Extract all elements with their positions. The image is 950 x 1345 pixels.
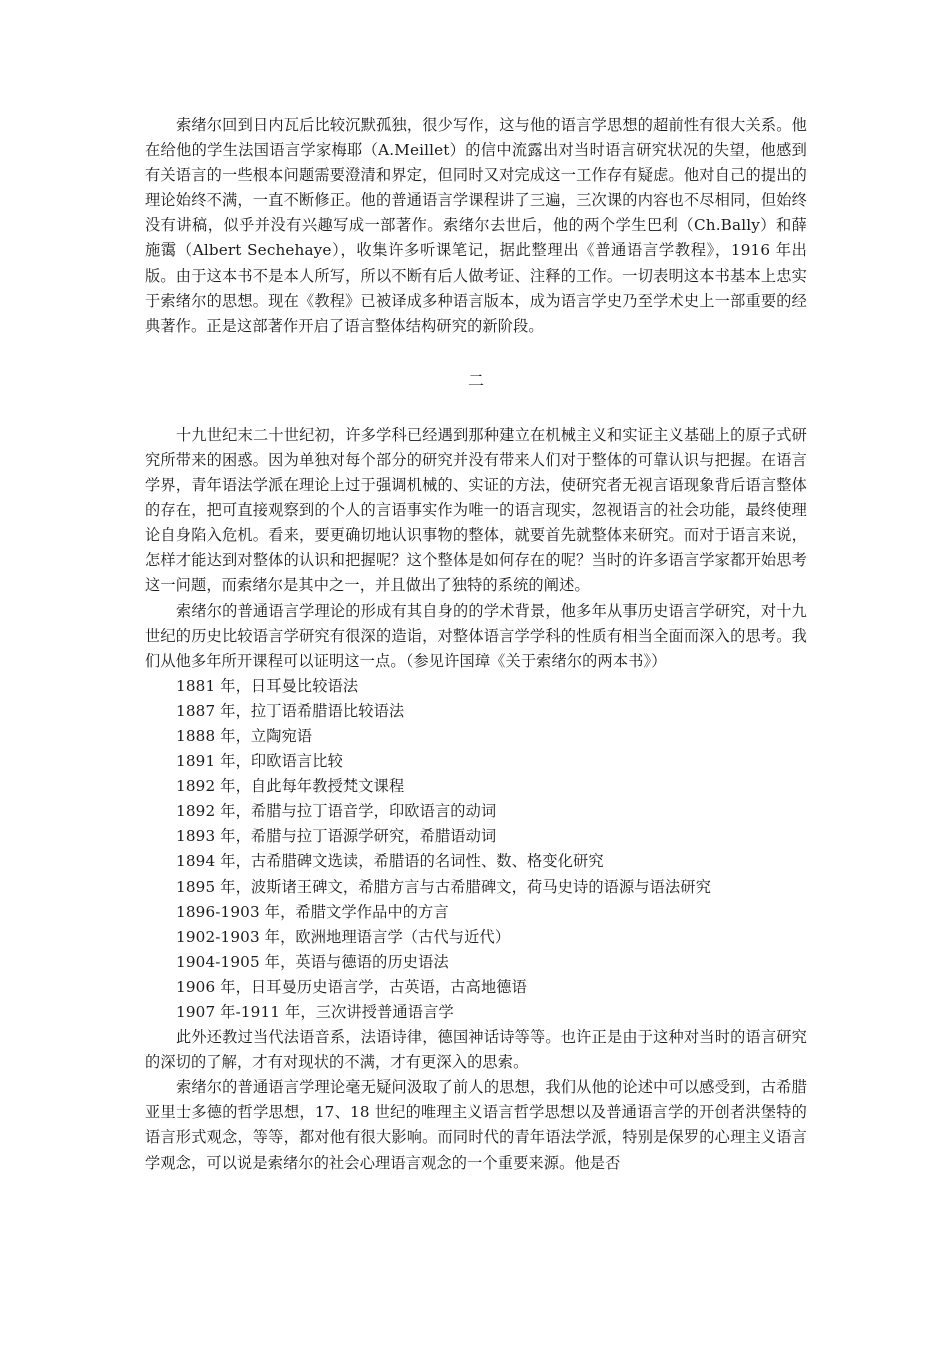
- document-page: [145, 113, 807, 1176]
- course-item: 1902-1903 年，欧洲地理语言学（古代与近代）: [176, 927, 511, 946]
- paragraph-other-courses: 此外还教过当代法语音系，法语诗律，德国神话诗等等。也许正是由于这种对当时的语言研究的深切的了解，才有对现状的不满，才有更深入的思索。: [145, 1028, 807, 1072]
- paragraph-holistic-research: 十九世纪末二十世纪初，许多学科已经遇到那种建立在机械主义和实证主义基础上的原子式研究所带来的困惑。因为单独对每个部分的研究并没有带来人们对于整体的可靠认识与把握。在语言学界，青年语法学派在理论上过于强调机械的、实证的方法，使研究者无视言语现象背后语言整体的存在，把可直接观察到的个人的言语事实作为唯一的语言现实，忽视语言的社会功能，最终使理论自身陷入危机。看来，要更确切地认识事物的整体，就要首先就整体来研究。而对于语言来说，怎样才能达到对整体的认识和把握呢？这个整体是如何存在的呢？当时的许多语言学家都开始思考这一问题，而索绪尔是其中之一，并且做出了独特的系统的阐述。: [145, 425, 807, 595]
- course-item: 1904-1905 年，英语与德语的历史语法: [176, 952, 449, 971]
- course-timeline: [145, 674, 807, 1025]
- paragraph-saussure-geneva: 索绪尔回到日内瓦后比较沉默孤独，很少写作，这与他的语言学思想的超前性有很大关系。他在给他的学生法国语言学家梅耶（A.Meillet）的信中流露出对当时语言研究状况的失望，他感到有关语言的一些根本问题需要澄清和界定，但同时又对完成这一工作存有疑虑。他对自己的提出的理论始终不满，一直不断修正。他的普通语言学课程讲了三遍，三次课的内容也不尽相同，但始终没有讲稿，似乎并没有兴趣写成一部著作。索绪尔去世后，他的两个学生巴利（Ch.Bally）和薛施霭（Albert Sechehaye），收集许多听课笔记，据此整理出《普通语言学教程》，1916 年出版。由于这本书不是本人所写，所以不断有后人做考证、注释的工作。一切表明这本书基本上忠实于索绪尔的思想。现在《教程》已被译成多种语言版本，成为语言学史乃至学术史上一部重要的经典著作。正是这部著作开启了语言整体结构研究的新阶段。: [145, 116, 807, 335]
- course-item: 1892 年，希腊与拉丁语音学，印欧语言的动词: [176, 802, 497, 821]
- course-item: 1907 年-1911 年，三次讲授普通语言学: [176, 1003, 454, 1021]
- course-item: 1888 年，立陶宛语: [176, 726, 313, 745]
- course-item: 1881 年，日耳曼比较语法: [176, 676, 359, 695]
- course-item: 1894 年，古希腊碑文选读，希腊语的名词性、数、格变化研究: [176, 852, 604, 871]
- paragraph-influences: 索绪尔的普通语言学理论毫无疑问汲取了前人的思想，我们从他的论述中可以感受到，古希腊亚里士多德的哲学思想，17、18 世纪的唯理主义语言哲学思想以及普通语言学的开创者洪堡特的语言形式观念，等等，都对他有很大影响。而同时代的青年语法学派，特别是保罗的心理主义语言学观念，可以说是索绪尔的社会心理语言观念的一个重要来源。他是否: [145, 1078, 807, 1172]
- course-item: 1887 年，拉丁语希腊语比较语法: [176, 701, 405, 720]
- course-item: 1906 年，日耳曼历史语言学，古英语，古高地德语: [176, 977, 527, 996]
- course-item: 1896-1903 年，希腊文学作品中的方言: [176, 902, 449, 921]
- section-heading: 二: [467, 370, 484, 390]
- course-item: 1891 年，印欧语言比较: [176, 752, 343, 771]
- paragraph-academic-background: 索绪尔的普通语言学理论的形成有其自身的的学术背景，他多年从事历史语言学研究，对十九世纪的历史比较语言学研究有很深的造诣，对整体语言学学科的性质有相当全面而深入的思考。我们从他多年所开课程可以证明这一点。（参见许国璋《关于索绪尔的两本书》）: [145, 601, 807, 670]
- course-item: 1892 年，自此每年教授梵文课程: [176, 777, 405, 796]
- course-item: 1893 年，希腊与拉丁语源学研究，希腊语动词: [176, 827, 497, 846]
- course-item: 1895 年，波斯诸王碑文，希腊方言与古希腊碑文，荷马史诗的语源与语法研究: [176, 877, 712, 896]
